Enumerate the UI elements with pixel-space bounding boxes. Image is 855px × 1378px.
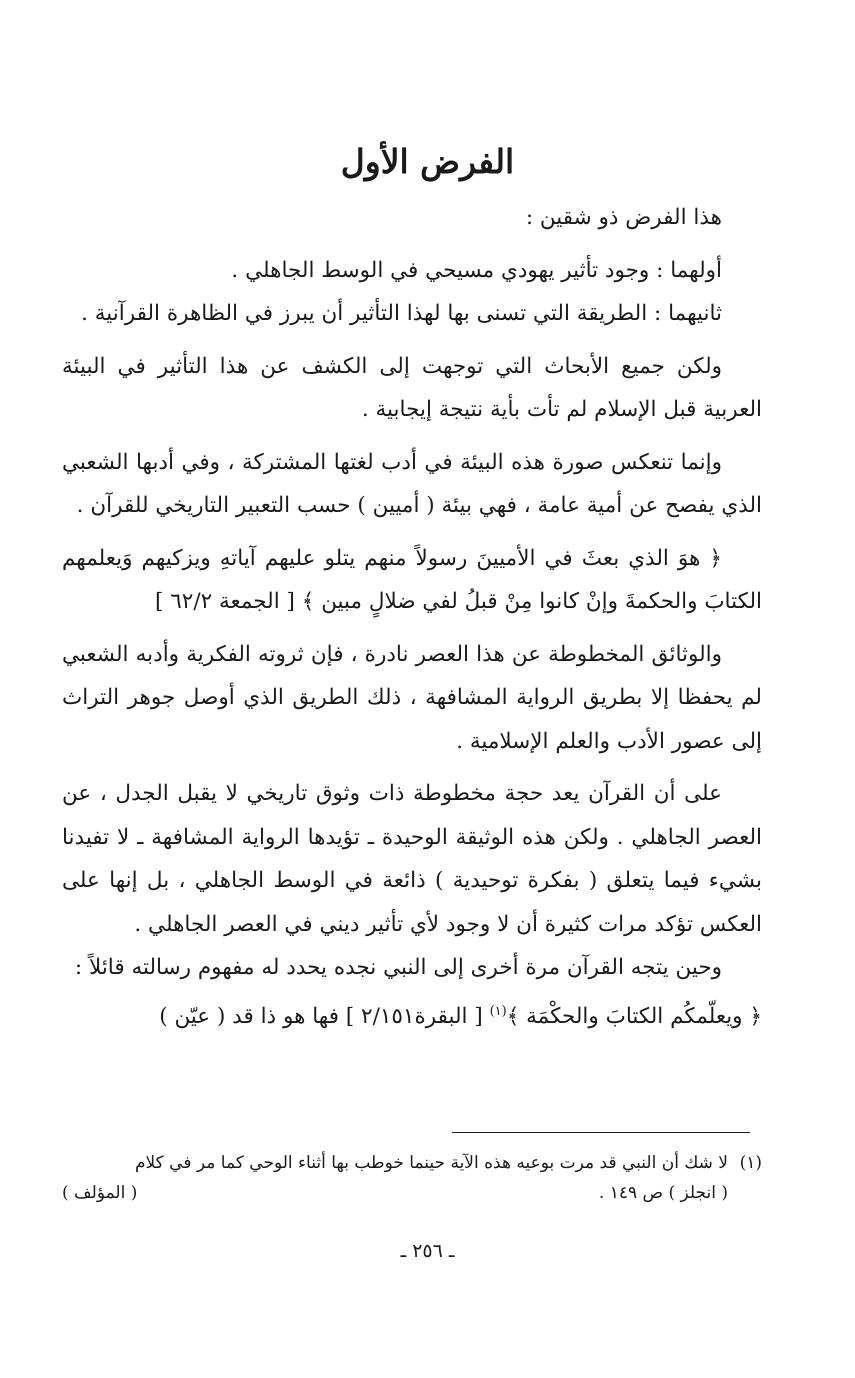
quran-verse: ﴿ هوَ الذي بعثَ في الأميينَ رسولاً منهم يتلو عليهم آياتهِ ويزكيهم وَيعلمهم الكتابَ والحكمةَ وإنْ كانوا مِنْ قبلُ لفي ضلالٍ مبين ﴾ [ الجمعة ٦٢/٢ ] <box>62 545 762 614</box>
paragraph: والوثائق المخطوطة عن هذا العصر نادرة ، فإن ثروته الفكرية وأدبه الشعبي لم يحفظا إلا بطريق الرواية المشافهة ، ذلك الطريق الذي أوصل جوهر التراث إلى عصور الأدب والعلم الإسلامية . <box>62 641 762 754</box>
footnote-author: ( المؤلف ) <box>62 1183 138 1203</box>
footnote-divider <box>452 1132 750 1133</box>
paragraph: هذا الفرض ذو شقين : <box>525 205 722 230</box>
footnote <box>62 1148 762 1208</box>
paragraph: ولكن جميع الأبحاث التي توجهت إلى الكشف عن هذا التأثير في البيئة العربية قبل الإسلام لم تأت بأية نتيجة إيجابية . <box>62 353 762 422</box>
paragraph: على أن القرآن يعد حجة مخطوطة ذات وثوق تاريخي لا يقبل الجدل ، عن العصر الجاهلي . ولكن هذه الوثيقة الوحيدة ـ تؤيدها الرواية المشافهة ـ لا تفيدنا بشيء فيما يتعلق ( بفكرة توحيدية ) ذائعة في الوسط الجاهلي ، بل إنها على العكس تؤكد مرات كثيرة أن لا وجود لأي تأثير ديني في العصر الجاهلي . <box>62 781 762 937</box>
footnote-text: لا شك أن النبي قد مرت بوعيه هذه الآية حينما خوطب بها أثناء الوحي كما مر في كلام <box>135 1153 728 1173</box>
footnote-ref: (١) <box>489 1003 507 1019</box>
footnote-number: (١) <box>739 1153 762 1173</box>
verse-reference: [ البقرة٢/١٥١ ] فها هو ذا قد ( عيّن ) <box>159 1003 490 1029</box>
paragraph: ثانيهما : الطريقة التي تسنى بها لهذا التأثير أن يبرز في الظاهرة القرآنية . <box>81 301 722 326</box>
paragraph-last-line <box>62 990 762 1039</box>
section-title: الفرض الأول <box>340 142 515 181</box>
quran-verse: ﴿ ويعلّمكُم الكتابَ والحكْمَة ﴾ <box>506 1003 762 1029</box>
paragraph: وحين يتجه القرآن مرة أخرى إلى النبي نجده يحدد له مفهوم رسالته قائلاً : <box>74 955 722 980</box>
paragraph: وإنما تنعكس صورة هذه البيئة في أدب لغتها المشتركة ، وفي أدبها الشعبي الذي يفصح عن أمية عامة ، فهي بيئة ( أميين ) حسب التعبير التاريخي للقرآن . <box>62 449 762 518</box>
body-text <box>62 196 762 1038</box>
footnote-text: ( انجلز ) ص ١٤٩ . <box>598 1183 728 1203</box>
paragraph: أولهما : وجود تأثير يهودي مسيحي في الوسط الجاهلي . <box>231 257 722 283</box>
page-number: ـ ٢٥٦ ـ <box>400 1240 455 1262</box>
